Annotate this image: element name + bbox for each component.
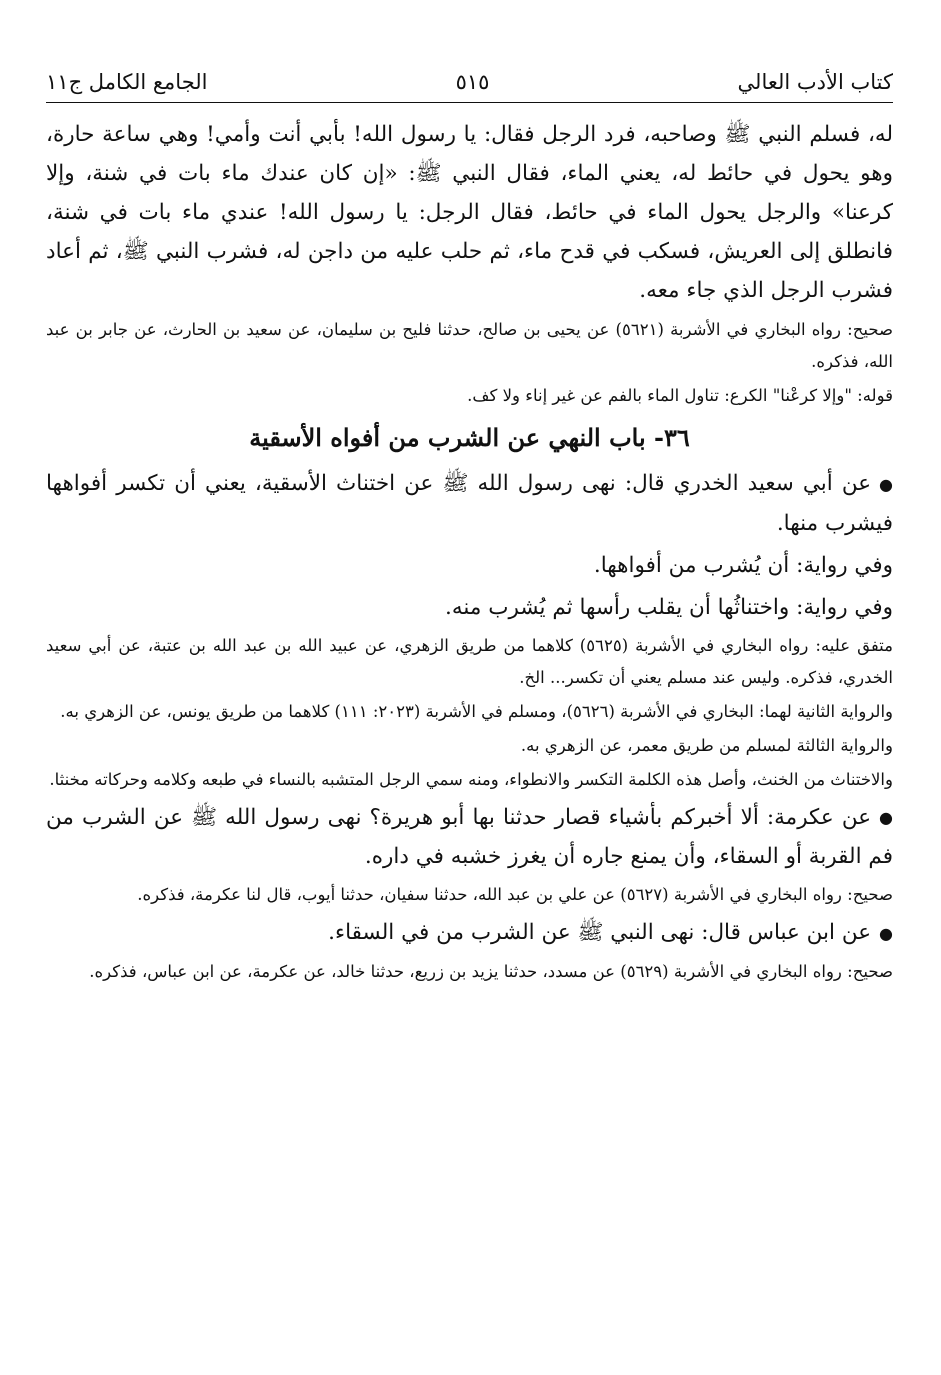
takhrij-note: صحيح: رواه البخاري في الأشربة (٥٦٢١) عن يحيى بن صالح، حدثنا فليح بن سليمان، عن سعيد بن الحارث، عن جابر بن عبد الله، فذكره. [46,320,893,371]
page-number: ٥١٥ [455,70,490,94]
hadith-body: عن ابن عباس قال: نهى النبي ﷺ عن الشرب من في السقاء. [328,920,872,945]
takhrij-note: والرواية الثانية لهما: البخاري في الأشربة (٥٦٢٦)، ومسلم في الأشربة (٢٠٢٣: ١١١) كلاهما من طريق يونس، عن الزهري به. [60,701,893,721]
hadith-variant-text: وفي رواية: أن يُشرب من أفواهها. [593,552,893,578]
running-header [46,56,893,96]
takhrij-note: صحيح: رواه البخاري في الأشربة (٥٦٢٧) عن علي بن عبد الله، حدثنا سفيان، حدثنا أيوب، قال لنا عكرمة، فذكره. [137,885,893,904]
hadith-variant-text: وفي رواية: واختناثُها أن يقلب رأسها ثم يُشرب منه. [445,594,893,620]
bullet-marker: ● [879,474,893,494]
explanation-note: قوله: "وإلا كرعْنا" الكرع: تناول الماء بالفم عن غير إناء ولا كف. [467,386,893,405]
hadith-text [46,464,893,543]
hadith-body: عن أبي سعيد الخدري قال: نهى رسول الله ﷺ عن اختناث الأسقية، يعني أن تكسر أفواهها فيشرب منها. [46,471,893,536]
hadith-body: عن عكرمة: ألا أخبركم بأشياء قصار حدثنا بها أبو هريرة؟ نهى رسول الله ﷺ عن الشرب من فم القربة أو السقاء، وأن يمنع جاره أن يغرز خشبه في داره. [46,804,893,869]
bullet-marker: ● [879,808,893,827]
header-volume-title: الجامع الكامل ج١١ [46,70,208,94]
explanation-note: والاختناث من الخنث، وأصل هذه الكلمة التكسر والانطواء، ومنه سمي الرجل المتشبه بالنساء في طبعه وكلامه وحركاته مخنثا. [49,769,893,789]
takhrij-note: والرواية الثالثة لمسلم من طريق معمر، عن الزهري به. [520,735,893,755]
bullet-marker: ● [879,923,893,943]
hadith-text-continued: له، فسلم النبي ﷺ وصاحبه، فرد الرجل فقال: يا رسول الله! بأبي أنت وأمي! وهي ساعة حارة، وهو يحول في حائط له، يعني الماء، فقال النبي ﷺ: «إن كان عندك ماء بات في شنة، وإلا كرعنا» والرجل يحول الماء في حائط، فقال الرجل: يا رسول الله! عندي ماء بات في شنة، فانطلق إلى العريش، فسكب في قدح ماء، ثم حلب عليه من داجن له، فشرب النبي ﷺ، ثم أعاد فشرب الرجل الذي جاء معه. [46,122,893,303]
header-book-title: كتاب الأدب العالي [737,70,893,94]
chapter-heading: ٣٦- باب النهي عن الشرب من أفواه الأسقية [249,423,690,452]
takhrij-note: صحيح: رواه البخاري في الأشربة (٥٦٢٩) عن مسدد، حدثنا يزيد بن زريع، حدثنا خالد، عن عكرمة، عن ابن عباس، فذكره. [89,961,893,981]
takhrij-note: متفق عليه: رواه البخاري في الأشربة (٥٦٢٥) كلاهما من طريق الزهري، عن عبيد الله بن عبد الله بن عتبة، عن أبي سعيد الخدري، فذكره. وليس عند مسلم يعني أن تكسر... الخ. [46,635,893,687]
hadith-text [46,798,893,877]
hadith-text [46,913,893,953]
header-divider [46,102,893,103]
